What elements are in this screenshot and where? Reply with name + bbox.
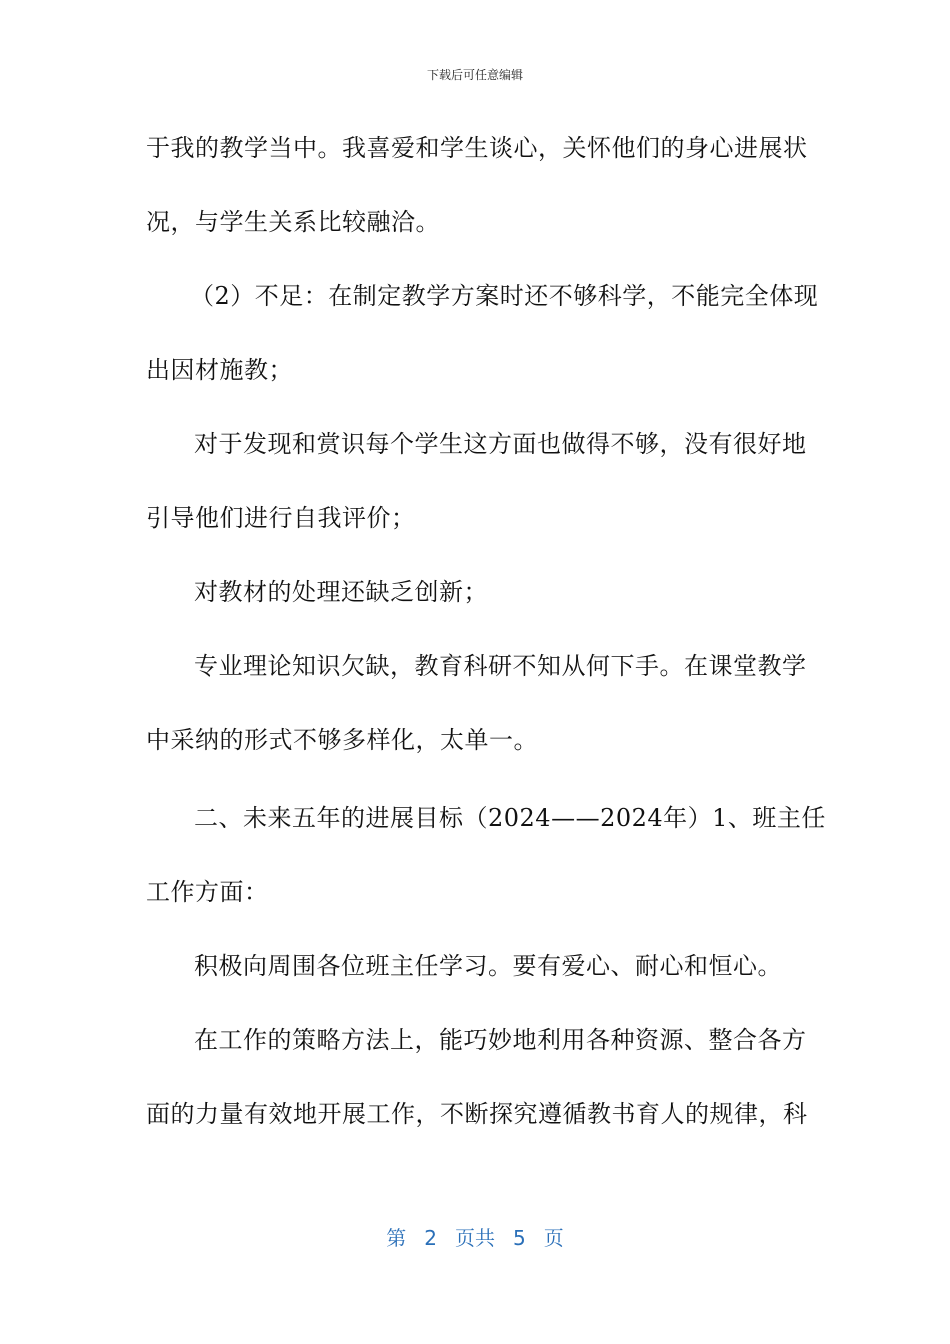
body-line: 工作方面： [146,878,269,906]
page-footer [0,1226,950,1250]
body-line: 引导他们进行自我评价； [146,504,416,532]
body-line: 对于发现和赏识每个学生这方面也做得不够，没有很好地 [194,430,807,458]
body-line: 对教材的处理还缺乏创新； [194,578,488,606]
body-line: 积极向周围各位班主任学习。要有爱心、耐心和恒心。 [194,952,782,980]
footer-current-page: 2 [424,1226,437,1250]
footer-prefix: 第 [386,1226,407,1250]
body-line: 况，与学生关系比较融洽。 [146,208,440,236]
page-header: 下载后可任意编辑 [426,68,523,82]
footer-middle: 页共 [455,1226,495,1250]
footer-suffix: 页 [543,1226,564,1250]
body-line: （2）不足：在制定教学方案时还不够科学，不能完全体现 [190,282,819,310]
body-line: 中采纳的形式不够多样化，太单一。 [146,726,538,754]
body-line: 出因材施教； [146,356,293,384]
footer-total-pages: 5 [513,1226,526,1250]
body-line: 在工作的策略方法上，能巧妙地利用各种资源、整合各方 [194,1026,807,1054]
body-line: 面的力量有效地开展工作，不断探究遵循教书育人的规律，科 [146,1100,808,1128]
body-line: 专业理论知识欠缺，教育科研不知从何下手。在课堂教学 [194,652,807,680]
body-line: 二、未来五年的进展目标（2024——2024年）1、班主任 [194,804,826,832]
body-line: 于我的教学当中。我喜爱和学生谈心，关怀他们的身心进展状 [146,134,808,162]
